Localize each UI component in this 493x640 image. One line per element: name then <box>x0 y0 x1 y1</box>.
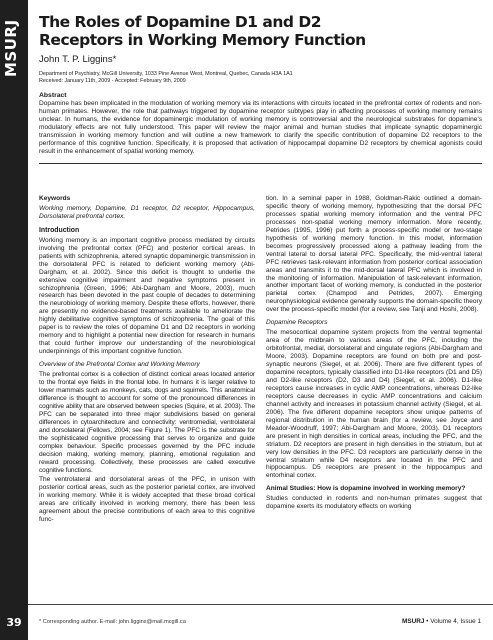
affiliation <box>39 71 482 85</box>
journal-citation <box>402 618 481 625</box>
article-title: The Roles of Dopamine D1 and D2 Receptors in Working Memory Function <box>39 13 366 49</box>
intro-heading: Introduction <box>39 226 80 234</box>
journal-logo: MSURJ <box>2 19 20 77</box>
receptors-heading: Dopamine Receptors <box>266 319 328 327</box>
overview-text-2: The ventrolateral and dorsolateral areas of the PFC, in unison with posterior cortical areas, such as the posterior parietal cortex, are involved in working memory. While it is widely accepted that these broad cortical areas are critically involved in working memory, there has been less agreement about the precise contributions of each area to this cognitive func- <box>39 476 255 524</box>
abstract <box>39 92 482 156</box>
article-content <box>39 10 482 630</box>
received-dates: Received: January 11th, 2009 - Accepted: February 9th, 2009 <box>39 78 186 84</box>
right-column <box>266 195 482 526</box>
col2-text-1: tion. In a seminal paper in 1988, Goldman-Rakic outlined a domain-specific theory of working memory, hypothesizing that the dorsal PFC processes spatial working memory information and the ventral PFC processes non-spatial working memory information. More recently, Petrides (1995, 1996) put forth a process-specific model or two-stage hypothesis of working memory function. In this model, information becomes progressively processed along a pathway leading from the ventral lateral to dorsal lateral PFC. Specifically, the mid-ventral lateral PFC retrieves task-relevant information from posterior cortical association areas and transmits it to the mid-dorsal lateral PFC which is involved in the monitoring of information. Manipulation of task-relevant information, another important facet of working memory, is conducted in the posterior parietal cortex (Champod and Petrides, 2007). Emerging neurophysiological evidence generally supports the domain-specific theory over the process-specific model (for a review, see Tanji and Hoshi, 2008). <box>266 195 482 314</box>
animal-studies-text: Studies conducted in rodents and non-human primates suggest that dopamine exerts its modulatory effects on working <box>266 495 482 511</box>
abstract-text: Dopamine has been implicated in the modulation of working memory via its interactions with circuits located in the prefrontal cortex of rodents and non-human primates. However, the role that pathways triggered by dopamine receptor subtypes play in affecting processes of working memory remains unclear. In humans, the evidence for dopaminergic modulation of working memory is controversial and the neurological substrates for dopamine's modulatory effects are not fully understood. This paper will review the major animal and human studies that implicate synaptic dopaminergic transmission in working memory function and will outline a new framework to clarify the specific contribution of dopamine D2 receptors to the performance of this cognitive function. Specifically, it is proposed that activation of hippocampal dopamine D2 receptors by chemical agonists could result in the enhancement of spatial working memory. <box>39 100 482 155</box>
footer-divider <box>28 604 493 605</box>
author-name: John T. P. Liggins* <box>39 54 117 65</box>
journal-name: MSURJ <box>402 618 425 625</box>
body-columns <box>39 195 482 526</box>
journal-sidebar <box>0 0 28 640</box>
receptors-text: The mesocortical dopamine system projects from the ventral tegmental area of the midbrain to various areas of the PFC, including the orbitofrontal, medial, dorsolateral and cingulate regions (Abi-Dargham and Moore, 2003). Dopamine receptors are found on both pre and post-synaptic neurons (Siegel, et al. 2006). There are five different types of dopamine receptors, typically classified into D1-like receptors (D1 and D5) and D2-like receptors (D2, D3 and D4) (Siegel, et al. 2006). D1-like receptors cause increases in cyclic AMP concentrations, whereas D2-like receptors cause decreases in cyclic AMP concentrations and calcium channel activity and increases in potassium channel activity (Siegel, et al. 2006). The five different dopamine receptors show unique patterns of regional distribution in the human brain (for a review, see Joyce and Meador-Woodruff, 1997; Abi-Dargham and Moore, 2003). D1 receptors are present in high densities in cortical areas, including the PFC, and the striatum. D2 receptors are present in high densities in the striatum, but at very low densities in the PFC. D3 receptors are particularly dense in the ventral striatum while D4 receptors are located in the PFC and hippocampus. D5 receptors are present in the hippocampus and entorhinal cortex. <box>266 329 482 480</box>
keywords-heading: Keywords <box>39 195 71 202</box>
page-number: 39 <box>6 616 22 629</box>
overview-text-1: The prefrontal cortex is a collection of distinct cortical areas located anterior to the frontal eye fields in the frontal lobe. In humans it is larger relative to lower mammals such as monkeys, cats, dogs and squirrels. This anatomical difference is thought to account for some of the pronounced differences in cognitive ability that are observed between species (Squire, et al. 2003). The PFC can be separated into three major subdivisions based on general differences in cytoarchitecture and connectivity: ventromedial, ventrolateral and dorsolateral (Fellows, 2004; see Figure 1). The PFC is the substrate for the sophisticated cognitive processing that serves to organize and guide complex behaviour. Specific processes governed by the PFC include decision making, working memory, planning, emotional regulation and reward processing. Collectively, these processes are called executive cognitive functions. <box>39 371 255 474</box>
journal-issue: • Volume 4, Issue 1 <box>424 618 481 625</box>
left-column <box>39 195 255 526</box>
abstract-heading: Abstract <box>39 92 67 99</box>
corresponding-author-footnote: * Corresponding author. E-mail: john.liggins@mail.mcgill.ca <box>39 619 186 625</box>
animal-studies-heading: Animal Studies: How is dopamine involved in working memory? <box>266 485 466 493</box>
intro-text: Working memory is an important cognitive process mediated by circuits involving the prefrontal cortex (PFC) and posterior cortical areas. In patients with schizophrenia, altered synaptic dopaminergic transmission in the dorsolateral PFC is related to deficient working memory (Abi-Dargham, et al. 2002). Since this deficit is thought to underlie the extensive cognitive impairment and negative symptoms present in schizophrenia (Green, 1996; Abi-Dargham and Moore, 2003), much research has been devoted in the past couple of decades to determining the neurobiology of working memory. Despite these efforts, however, there are presently no evidence-based treatments available to ameliorate the highly debilitative cognitive symptoms of schizophrenia. The goal of this paper is to review the roles of dopamine D1 and D2 receptors in working memory and to highlight a potential new direction for research in humans that could further improve our understanding of the neurobiological underpinnings of this important cognitive function. <box>39 236 255 356</box>
keywords-text: Working memory, Dopamine, D1 receptor, D2 receptor, Hippocampus, Dorsolateral prefrontal cortex. <box>39 204 255 220</box>
affiliation-address: Department of Psychiatry, McGill University, 1033 Pine Avenue West, Montreal, Quebec, Canada H3A 1A1 <box>39 71 293 77</box>
abstract-divider <box>39 163 482 164</box>
overview-heading: Overview of the Prefrontal Cortex and Working Memory <box>39 361 200 369</box>
